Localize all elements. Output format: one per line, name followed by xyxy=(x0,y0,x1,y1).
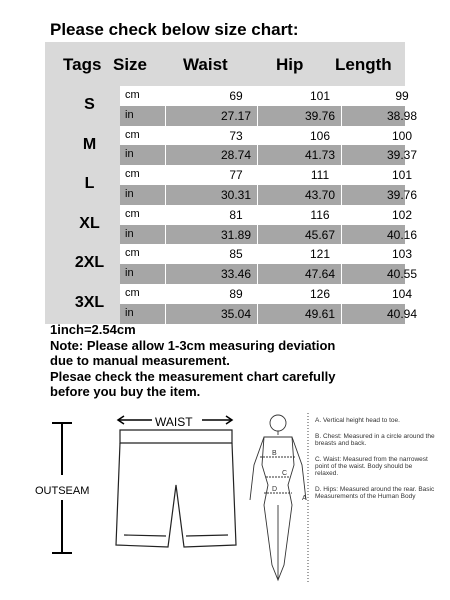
size-tag: 2XL xyxy=(74,254,105,272)
unit-label: in xyxy=(125,108,134,121)
table-cell: 104 xyxy=(391,287,413,301)
measurement-diagram xyxy=(20,405,440,595)
table-row xyxy=(120,86,409,106)
table-cell: 85 xyxy=(229,247,243,262)
legend-item: D. Hips: Measured around the rear. Basic Measurements of the Human Body xyxy=(315,486,435,500)
table-cell: 73 xyxy=(229,128,243,143)
header-tags: Tags xyxy=(63,55,102,74)
table-cell: 43.70 xyxy=(304,188,336,202)
size-chart-header xyxy=(45,42,405,86)
table-cell: 101 xyxy=(391,168,413,183)
table-cell: 40.16 xyxy=(386,227,418,242)
unit-label: cm xyxy=(125,128,140,141)
table-row xyxy=(120,244,413,264)
table-cell: 121 xyxy=(309,247,331,262)
table-cell: 106 xyxy=(309,128,331,143)
table-cell: 49.61 xyxy=(304,306,336,321)
table-row xyxy=(120,165,413,185)
table-cell: 27.17 xyxy=(220,108,252,123)
unit-label: in xyxy=(125,267,134,280)
column-divider xyxy=(341,86,342,324)
shorts-outline xyxy=(116,430,236,547)
size-tag: L xyxy=(84,175,95,193)
table-cell: 47.64 xyxy=(304,267,336,282)
table-cell: 39.76 xyxy=(386,188,418,202)
table-row xyxy=(120,205,413,225)
table-cell: 101 xyxy=(309,89,331,103)
deviation-note: Note: Please allow 1-3cm measuring deviation xyxy=(50,337,336,353)
table-cell: 28.74 xyxy=(220,148,252,163)
unit-label: in xyxy=(125,188,134,200)
table-row xyxy=(120,106,418,126)
unit-label: cm xyxy=(125,207,140,220)
table-cell: 100 xyxy=(391,128,413,143)
table-cell: 40.55 xyxy=(386,267,418,282)
unit-label: cm xyxy=(125,287,140,299)
table-cell: 39.37 xyxy=(386,148,418,163)
table-row xyxy=(120,145,418,165)
table-cell: 77 xyxy=(229,168,243,183)
table-row xyxy=(120,284,413,304)
notes xyxy=(50,322,335,400)
legend-item: A. Vertical height head to toe. xyxy=(315,417,400,424)
legend-item: B. Chest: Measured in a circle around the breasts and back. xyxy=(315,433,435,447)
unit-label: in xyxy=(125,306,134,319)
table-cell: 103 xyxy=(391,247,413,262)
table-cell: 111 xyxy=(310,168,330,183)
unit-label: cm xyxy=(125,247,140,260)
size-chart xyxy=(45,42,418,324)
unit-label: cm xyxy=(125,168,140,181)
table-cell: 40.94 xyxy=(386,306,418,321)
deviation-note-cont: due to manual measurement. xyxy=(50,353,230,368)
check-note: Plesae check the measurement chart carefully xyxy=(50,368,336,384)
table-cell: 102 xyxy=(391,207,413,222)
table-cell: 35.04 xyxy=(220,306,252,321)
table-cell: 33.46 xyxy=(220,267,252,282)
waist-label: WAIST xyxy=(155,415,193,429)
body-letter-d: D xyxy=(272,486,278,493)
header-length: Length xyxy=(335,55,392,74)
table-cell: 30.31 xyxy=(220,188,252,202)
table-row xyxy=(120,126,413,146)
conversion-note: 1inch=2.54cm xyxy=(50,322,136,337)
table-cell: 45.67 xyxy=(304,227,336,242)
header-hip: Hip xyxy=(276,55,304,74)
body-legend xyxy=(315,417,435,509)
table-cell: 39.76 xyxy=(304,108,336,123)
header-size: Size xyxy=(113,55,148,74)
table-cell: 99 xyxy=(395,89,409,103)
body-letter-c: C xyxy=(282,470,288,477)
header-waist: Waist xyxy=(183,55,228,74)
table-cell: 69 xyxy=(229,89,243,103)
table-cell: 116 xyxy=(310,207,330,222)
table-cell: 81 xyxy=(229,207,243,222)
table-row xyxy=(120,304,418,324)
unit-label: cm xyxy=(125,89,140,101)
size-grid xyxy=(120,86,418,324)
body-figure xyxy=(250,413,308,583)
unit-label: in xyxy=(125,148,134,161)
body-letter-b: B xyxy=(272,450,277,457)
table-cell: 41.73 xyxy=(304,148,336,163)
table-cell: 31.89 xyxy=(220,227,252,242)
check-note-cont: before you buy the item. xyxy=(50,384,201,399)
size-tag: XL xyxy=(79,214,100,232)
body-letter-a: A xyxy=(302,495,307,502)
size-tag: 3XL xyxy=(74,294,105,311)
unit-label: in xyxy=(125,227,134,240)
legend-item: C. Waist: Measured from the narrowest point of the waist. Body should be relaxed. xyxy=(315,456,428,477)
table-row xyxy=(120,225,418,245)
table-cell: 89 xyxy=(229,287,243,301)
page-title: Please check below size chart: xyxy=(50,20,299,39)
column-divider xyxy=(165,86,166,324)
table-cell: 38.98 xyxy=(386,108,418,123)
outseam-label: OUTSEAM xyxy=(35,485,90,497)
table-cell: 126 xyxy=(309,287,331,301)
size-tag: M xyxy=(82,135,97,153)
table-row xyxy=(120,185,418,205)
table-row xyxy=(120,264,418,284)
size-tag: S xyxy=(84,96,95,113)
column-divider xyxy=(257,86,258,324)
